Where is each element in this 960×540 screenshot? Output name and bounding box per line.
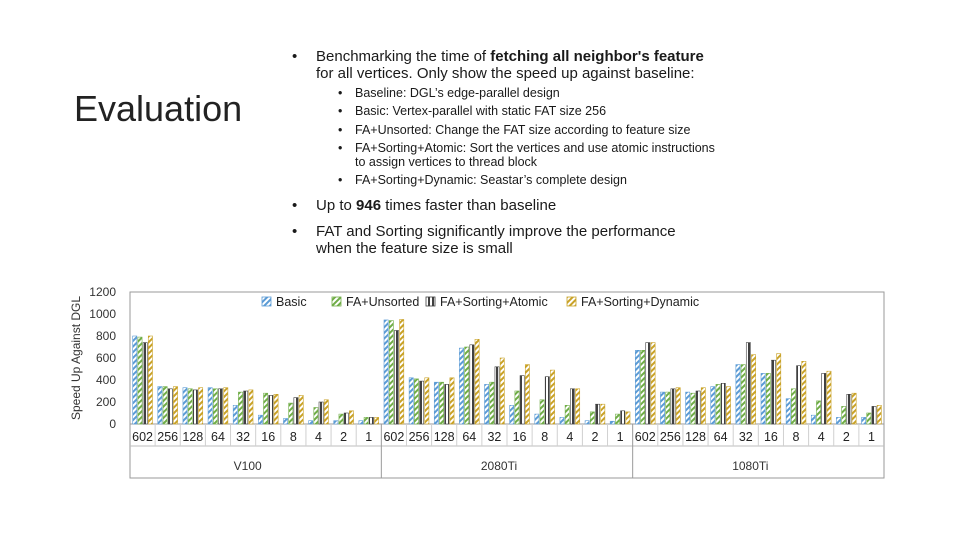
bar-fa-unsorted bbox=[766, 373, 770, 424]
bar-fa-unsorted bbox=[188, 389, 192, 424]
category-label: 1 bbox=[365, 430, 373, 444]
y-tick-label: 1200 bbox=[89, 285, 116, 299]
bar-fa-sorting-dynamic bbox=[199, 388, 203, 424]
bar-fa-unsorted bbox=[641, 350, 645, 424]
bar-basic bbox=[233, 405, 237, 424]
bar-fa-sorting-atomic bbox=[696, 391, 700, 424]
bar-fa-unsorted bbox=[590, 412, 594, 424]
bar-fa-sorting-dynamic bbox=[601, 404, 605, 424]
bar-basic bbox=[183, 388, 187, 424]
bullet-dot-icon: • bbox=[338, 173, 343, 187]
bar-fa-unsorted bbox=[414, 379, 418, 424]
bar-fa-unsorted bbox=[238, 392, 242, 424]
bar-fa-unsorted bbox=[364, 417, 368, 424]
category-label: 64 bbox=[713, 430, 728, 444]
bar-fa-sorting-atomic bbox=[621, 411, 625, 424]
category-label: 32 bbox=[738, 430, 753, 444]
bar-fa-unsorted bbox=[490, 382, 494, 424]
bar-fa-sorting-dynamic bbox=[148, 336, 152, 424]
bar-fa-sorting-atomic bbox=[771, 360, 775, 424]
bar-fa-unsorted bbox=[465, 347, 469, 424]
bar-fa-unsorted bbox=[163, 387, 167, 424]
bar-fa-sorting-atomic bbox=[294, 398, 298, 424]
bar-basic bbox=[736, 365, 740, 424]
bar-basic bbox=[434, 382, 438, 424]
category-label: 64 bbox=[211, 430, 225, 444]
bar-basic bbox=[384, 320, 388, 424]
category-label: 128 bbox=[433, 430, 455, 444]
category-label: 4 bbox=[566, 430, 574, 444]
plot-area bbox=[130, 292, 884, 424]
bar-fa-sorting-dynamic bbox=[450, 378, 454, 424]
group-label: V100 bbox=[233, 459, 262, 473]
bar-fa-unsorted bbox=[615, 414, 619, 424]
bullet-benchmark-text: Benchmarking the time of bbox=[316, 48, 491, 65]
bar-fa-sorting-dynamic bbox=[802, 361, 806, 424]
bar-basic bbox=[761, 373, 765, 424]
bar-fa-sorting-dynamic bbox=[576, 389, 580, 424]
legend-label: FA+Sorting+Atomic bbox=[440, 295, 548, 309]
bar-fa-unsorted bbox=[389, 321, 393, 424]
bar-fa-unsorted bbox=[791, 389, 795, 424]
bar-fa-unsorted bbox=[138, 337, 142, 424]
speedup-chart bbox=[64, 284, 890, 480]
bar-fa-sorting-atomic bbox=[646, 343, 650, 424]
bar-fa-sorting-dynamic bbox=[173, 387, 177, 424]
category-label: 16 bbox=[512, 430, 527, 444]
bar-fa-sorting-dynamic bbox=[274, 394, 278, 424]
bar-fa-unsorted bbox=[515, 391, 519, 424]
legend-swatch bbox=[332, 297, 341, 306]
category-label: 128 bbox=[685, 430, 706, 444]
bar-basic bbox=[560, 417, 564, 424]
y-axis-label: Speed Up Against DGL bbox=[69, 295, 83, 421]
bar-fa-sorting-atomic bbox=[746, 343, 750, 424]
bar-fa-sorting-atomic bbox=[495, 367, 499, 424]
bar-fa-sorting-dynamic bbox=[249, 390, 253, 424]
category-label: 602 bbox=[634, 430, 656, 444]
category-label: 64 bbox=[462, 430, 477, 444]
bar-fa-sorting-dynamic bbox=[726, 387, 730, 424]
category-label: 602 bbox=[383, 430, 405, 444]
bar-fa-sorting-atomic bbox=[822, 373, 826, 424]
bar-fa-sorting-atomic bbox=[797, 366, 801, 424]
bar-fa-sorting-dynamic bbox=[777, 354, 781, 424]
bullet-benchmark-bold: fetching all neighbor's feature bbox=[490, 48, 704, 65]
bar-basic bbox=[409, 378, 413, 424]
bar-fa-unsorted bbox=[842, 406, 846, 424]
bar-basic bbox=[836, 417, 840, 424]
y-tick-label: 400 bbox=[95, 373, 116, 387]
category-label: 4 bbox=[315, 430, 322, 444]
bar-fa-unsorted bbox=[867, 413, 871, 424]
bar-fa-unsorted bbox=[741, 365, 745, 424]
y-tick-label: 800 bbox=[95, 329, 116, 343]
bar-fa-sorting-atomic bbox=[319, 402, 323, 424]
bar-fa-sorting-dynamic bbox=[475, 339, 479, 424]
bar-fa-sorting-atomic bbox=[445, 384, 449, 424]
bar-basic bbox=[535, 414, 539, 424]
category-label: 16 bbox=[261, 430, 276, 444]
bar-fa-sorting-atomic bbox=[721, 383, 725, 424]
bar-basic bbox=[158, 387, 162, 424]
group-label: 2080Ti bbox=[480, 459, 518, 473]
bullet-dot-icon: • bbox=[292, 197, 298, 214]
bar-basic bbox=[459, 348, 463, 424]
bar-fa-sorting-dynamic bbox=[500, 358, 504, 424]
bar-fa-sorting-atomic bbox=[168, 389, 172, 424]
bar-fa-unsorted bbox=[213, 389, 217, 424]
bar-basic bbox=[334, 421, 338, 424]
bar-fa-unsorted bbox=[666, 392, 670, 424]
bar-fa-sorting-atomic bbox=[218, 389, 222, 424]
bar-fa-sorting-atomic bbox=[671, 389, 675, 424]
bar-basic bbox=[208, 388, 212, 424]
bar-fa-unsorted bbox=[565, 405, 569, 424]
bar-basic bbox=[133, 336, 137, 424]
bullet-dot-icon: • bbox=[338, 123, 343, 137]
category-label: 602 bbox=[132, 430, 153, 444]
bar-fa-unsorted bbox=[816, 401, 820, 424]
bar-fa-unsorted bbox=[314, 408, 318, 425]
category-label: 256 bbox=[659, 430, 681, 444]
bar-fa-sorting-atomic bbox=[545, 377, 549, 424]
category-label: 32 bbox=[487, 430, 502, 444]
bar-fa-sorting-dynamic bbox=[324, 400, 328, 424]
bar-fa-unsorted bbox=[540, 400, 544, 424]
category-label: 16 bbox=[763, 430, 778, 444]
bar-basic bbox=[309, 421, 313, 424]
bar-fa-sorting-atomic bbox=[520, 376, 524, 424]
bar-fa-sorting-dynamic bbox=[525, 365, 529, 424]
bullet-dot-icon: • bbox=[338, 86, 343, 100]
bar-basic bbox=[258, 415, 262, 424]
bar-fa-sorting-dynamic bbox=[400, 320, 404, 425]
speedup-value: 946 bbox=[356, 197, 382, 214]
bar-basic bbox=[585, 421, 589, 424]
bullet-dot-icon: • bbox=[338, 141, 343, 155]
y-tick-label: 1000 bbox=[89, 307, 116, 321]
bar-fa-sorting-atomic bbox=[143, 343, 147, 424]
bar-basic bbox=[485, 384, 489, 424]
category-label: 8 bbox=[541, 430, 549, 444]
bar-fa-sorting-atomic bbox=[595, 404, 599, 424]
bar-basic bbox=[635, 350, 639, 424]
y-tick-label: 0 bbox=[109, 417, 116, 431]
bar-fa-sorting-dynamic bbox=[374, 417, 378, 424]
bar-fa-sorting-dynamic bbox=[425, 378, 429, 424]
category-label: 128 bbox=[182, 430, 204, 444]
category-label: 4 bbox=[817, 430, 825, 444]
bar-basic bbox=[359, 421, 363, 424]
bar-fa-sorting-atomic bbox=[269, 395, 273, 424]
bar-fa-sorting-dynamic bbox=[877, 405, 881, 424]
category-label: 2 bbox=[591, 430, 599, 444]
category-label: 2 bbox=[340, 430, 348, 444]
bar-fa-sorting-dynamic bbox=[701, 388, 705, 424]
bullet-dot-icon: • bbox=[338, 104, 343, 118]
bar-fa-sorting-dynamic bbox=[651, 343, 655, 424]
legend-swatch bbox=[262, 297, 271, 306]
bar-fa-sorting-dynamic bbox=[626, 412, 630, 424]
bar-fa-sorting-dynamic bbox=[676, 388, 680, 424]
legend-swatch bbox=[567, 297, 576, 306]
bar-fa-unsorted bbox=[716, 384, 720, 424]
bar-basic bbox=[610, 421, 614, 424]
bar-basic bbox=[711, 387, 715, 424]
bar-basic bbox=[786, 399, 790, 424]
category-label: 2 bbox=[842, 430, 850, 444]
bar-basic bbox=[686, 392, 690, 424]
category-label: 8 bbox=[289, 430, 297, 444]
bar-fa-unsorted bbox=[289, 403, 293, 424]
bar-fa-sorting-dynamic bbox=[852, 393, 856, 424]
bar-fa-sorting-atomic bbox=[344, 413, 348, 424]
bar-basic bbox=[283, 419, 287, 425]
category-label: 256 bbox=[157, 430, 179, 444]
bar-fa-sorting-atomic bbox=[244, 391, 248, 424]
bar-basic bbox=[862, 417, 866, 424]
bar-fa-unsorted bbox=[691, 393, 695, 424]
category-label: 1 bbox=[867, 430, 875, 444]
slide-title: Evaluation bbox=[74, 88, 243, 129]
bar-fa-sorting-dynamic bbox=[224, 388, 228, 424]
bar-fa-sorting-atomic bbox=[570, 389, 574, 424]
bar-fa-sorting-dynamic bbox=[349, 411, 353, 424]
category-label: 256 bbox=[408, 430, 430, 444]
bar-fa-sorting-dynamic bbox=[299, 395, 303, 424]
y-tick-label: 200 bbox=[95, 395, 116, 409]
bar-fa-sorting-atomic bbox=[872, 406, 876, 424]
bullet-dot-icon: • bbox=[292, 48, 298, 65]
bar-fa-sorting-dynamic bbox=[550, 370, 554, 424]
bullet-dot-icon: • bbox=[292, 223, 298, 240]
y-tick-label: 600 bbox=[95, 351, 116, 365]
legend-label: FA+Unsorted bbox=[346, 295, 420, 309]
legend-label: FA+Sorting+Dynamic bbox=[581, 295, 700, 309]
speedup-chart-svg bbox=[64, 284, 890, 480]
bar-basic bbox=[660, 392, 664, 424]
bar-fa-unsorted bbox=[439, 382, 443, 424]
bar-fa-sorting-atomic bbox=[193, 390, 197, 424]
bar-basic bbox=[811, 415, 815, 424]
legend-label: Basic bbox=[276, 295, 307, 309]
bar-fa-sorting-atomic bbox=[470, 345, 474, 424]
bar-fa-sorting-atomic bbox=[394, 331, 398, 425]
bar-fa-sorting-dynamic bbox=[751, 355, 755, 424]
bar-fa-sorting-atomic bbox=[420, 381, 424, 424]
bar-fa-unsorted bbox=[339, 414, 343, 424]
bar-fa-sorting-dynamic bbox=[827, 371, 831, 424]
legend-swatch bbox=[426, 297, 435, 306]
group-label: 1080Ti bbox=[732, 459, 769, 473]
bar-basic bbox=[510, 405, 514, 424]
category-label: 1 bbox=[616, 430, 624, 444]
bar-fa-sorting-atomic bbox=[369, 417, 373, 424]
category-label: 32 bbox=[236, 430, 251, 444]
category-label: 8 bbox=[792, 430, 800, 444]
bar-fa-sorting-atomic bbox=[847, 394, 851, 424]
bar-fa-unsorted bbox=[264, 393, 268, 424]
